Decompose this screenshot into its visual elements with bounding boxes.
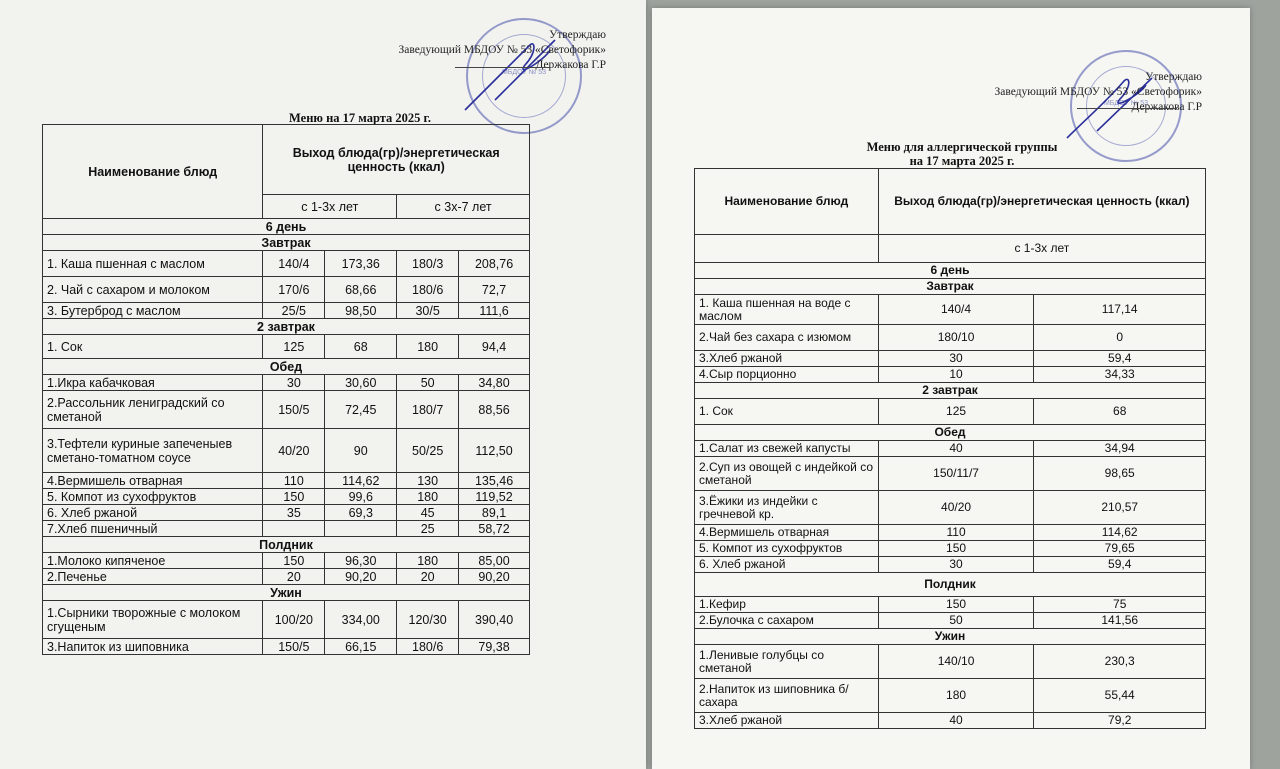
portion-age-1: 40/20 (878, 491, 1034, 525)
menu-title (802, 140, 1122, 168)
day-label: 6 день (695, 263, 1206, 279)
section-title: Ужин (43, 585, 530, 601)
portion-age-1: 40 (878, 713, 1034, 729)
table-row (43, 251, 530, 277)
dish-name: 1.Молоко кипяченое (43, 553, 263, 569)
section-row (43, 319, 530, 335)
portion-age-1: 150/5 (263, 639, 325, 655)
table-row (43, 505, 530, 521)
portion-age-2: 45 (397, 505, 459, 521)
energy-age-1: 98,50 (325, 303, 397, 319)
energy-age-2: 90,20 (459, 569, 530, 585)
menu-table (694, 168, 1206, 729)
energy-age-2: 72,7 (459, 277, 530, 303)
menu-table (42, 124, 530, 655)
table-row (695, 441, 1206, 457)
portion-age-1: 100/20 (263, 601, 325, 639)
table-row (695, 597, 1206, 613)
table-row (695, 541, 1206, 557)
portion-age-1: 180 (878, 679, 1034, 713)
header-dish: Наименование блюд (695, 169, 879, 235)
portion-age-2: 180 (397, 553, 459, 569)
dish-name: 2.Булочка с сахаром (695, 613, 879, 629)
energy-age-1: 98,65 (1034, 457, 1206, 491)
portion-age-1: 150/11/7 (878, 457, 1034, 491)
section-title: Полдник (43, 537, 530, 553)
dish-name: 3.Хлеб ржаной (695, 351, 879, 367)
energy-age-1: 68 (325, 335, 397, 359)
energy-age-1: 72,45 (325, 391, 397, 429)
energy-age-1: 68 (1034, 399, 1206, 425)
energy-age-1: 66,15 (325, 639, 397, 655)
table-row (695, 491, 1206, 525)
portion-age-1: 35 (263, 505, 325, 521)
portion-age-1: 10 (878, 367, 1034, 383)
dish-name: 5. Компот из сухофруктов (43, 489, 263, 505)
table-row (695, 645, 1206, 679)
dish-name: 2.Рассольник лениградский со сметаной (43, 391, 263, 429)
portion-age-1: 150 (878, 597, 1034, 613)
header-age-2: с 3х-7 лет (397, 195, 530, 219)
dish-name: 2.Печенье (43, 569, 263, 585)
energy-age-2: 119,52 (459, 489, 530, 505)
dish-name: 4.Вермишель отварная (695, 525, 879, 541)
section-row (43, 235, 530, 251)
dish-name: 1. Каша пшенная на воде с маслом (695, 295, 879, 325)
header-age-1: с 1-3х лет (878, 235, 1205, 263)
approval-head: Заведующий МБДОУ № 53 «Светофорик» (994, 86, 1202, 98)
portion-age-1: 40/20 (263, 429, 325, 473)
table-row (695, 679, 1206, 713)
dish-name: 6. Хлеб ржаной (43, 505, 263, 521)
portion-age-1: 140/4 (878, 295, 1034, 325)
menu-title-line-2: на 17 марта 2025 г. (909, 154, 1015, 168)
energy-age-1: 114,62 (1034, 525, 1206, 541)
portion-age-2: 50/25 (397, 429, 459, 473)
portion-age-1: 140/4 (263, 251, 325, 277)
table-row (43, 569, 530, 585)
signature-line (1077, 108, 1177, 109)
dish-name: 7.Хлеб пшеничный (43, 521, 263, 537)
energy-age-1: 96,30 (325, 553, 397, 569)
energy-age-1: 69,3 (325, 505, 397, 521)
header-output: Выход блюда(гр)/энергетическая ценность (ккал) (263, 125, 530, 195)
menu-sheet-allergy (652, 8, 1250, 769)
table-row (695, 351, 1206, 367)
portion-age-1: 150 (263, 489, 325, 505)
energy-age-2: 135,46 (459, 473, 530, 489)
energy-age-1: 75 (1034, 597, 1206, 613)
table-row (43, 391, 530, 429)
energy-age-1: 79,65 (1034, 541, 1206, 557)
portion-age-2: 25 (397, 521, 459, 537)
energy-age-1 (325, 521, 397, 537)
portion-age-1: 125 (263, 335, 325, 359)
menu-title-line-1: Меню для аллергической группы (866, 140, 1058, 154)
dish-name: 1.Ленивые голубцы со сметаной (695, 645, 879, 679)
section-row (695, 279, 1206, 295)
portion-age-2: 130 (397, 473, 459, 489)
energy-age-1: 59,4 (1034, 351, 1206, 367)
dish-name: 1.Икра кабачковая (43, 375, 263, 391)
table-row (43, 639, 530, 655)
dish-name: 1.Кефир (695, 597, 879, 613)
table-row (43, 601, 530, 639)
section-title: Обед (695, 425, 1206, 441)
portion-age-1: 30 (878, 557, 1034, 573)
portion-age-1: 30 (263, 375, 325, 391)
energy-age-1: 30,60 (325, 375, 397, 391)
dish-name: 4.Вермишель отварная (43, 473, 263, 489)
energy-age-2: 88,56 (459, 391, 530, 429)
dish-name: 1.Салат из свежей капусты (695, 441, 879, 457)
energy-age-2: 79,38 (459, 639, 530, 655)
portion-age-2: 180/7 (397, 391, 459, 429)
portion-age-1: 30 (878, 351, 1034, 367)
energy-age-2: 89,1 (459, 505, 530, 521)
portion-age-2: 30/5 (397, 303, 459, 319)
energy-age-2: 94,4 (459, 335, 530, 359)
dish-name: 4.Сыр порционно (695, 367, 879, 383)
portion-age-1: 170/6 (263, 277, 325, 303)
portion-age-1: 180/10 (878, 325, 1034, 351)
section-row (695, 629, 1206, 645)
table-row (695, 325, 1206, 351)
energy-age-1: 99,6 (325, 489, 397, 505)
table-row (43, 375, 530, 391)
energy-age-1: 0 (1034, 325, 1206, 351)
portion-age-1 (263, 521, 325, 537)
header-age-1: с 1-3х лет (263, 195, 397, 219)
section-title: Завтрак (695, 279, 1206, 295)
section-title: Ужин (695, 629, 1206, 645)
energy-age-1: 173,36 (325, 251, 397, 277)
portion-age-2: 180 (397, 335, 459, 359)
day-label: 6 день (43, 219, 530, 235)
energy-age-1: 114,62 (325, 473, 397, 489)
signature-line (455, 67, 550, 68)
dish-name: 6. Хлеб ржаной (695, 557, 879, 573)
energy-age-2: 58,72 (459, 521, 530, 537)
dish-name: 1.Сырники творожные с молоком сгущеным (43, 601, 263, 639)
dish-name: 3. Бутерброд с маслом (43, 303, 263, 319)
section-row (43, 537, 530, 553)
section-title: 2 завтрак (695, 383, 1206, 399)
energy-age-2: 34,80 (459, 375, 530, 391)
energy-age-1: 79,2 (1034, 713, 1206, 729)
portion-age-1: 40 (878, 441, 1034, 457)
approval-head: Заведующий МБДОУ № 53 «Светофорик» (398, 44, 606, 56)
table-row (43, 277, 530, 303)
energy-age-2: 208,76 (459, 251, 530, 277)
table-row (43, 335, 530, 359)
portion-age-1: 150 (263, 553, 325, 569)
energy-age-1: 90,20 (325, 569, 397, 585)
table-row (695, 525, 1206, 541)
table-row (43, 489, 530, 505)
portion-age-1: 150/5 (263, 391, 325, 429)
portion-age-1: 125 (878, 399, 1034, 425)
energy-age-2: 85,00 (459, 553, 530, 569)
approval-title: Утверждаю (549, 29, 606, 41)
section-title: Завтрак (43, 235, 530, 251)
dish-name: 2.Чай без сахара с изюмом (695, 325, 879, 351)
portion-age-1: 150 (878, 541, 1034, 557)
header-dish: Наименование блюд (43, 125, 263, 219)
approval-name: Держакова Г.Р (535, 59, 606, 71)
portion-age-1: 140/10 (878, 645, 1034, 679)
portion-age-1: 20 (263, 569, 325, 585)
dish-name: 2.Напиток из шиповника б/сахара (695, 679, 879, 713)
portion-age-2: 50 (397, 375, 459, 391)
portion-age-2: 180/6 (397, 277, 459, 303)
dish-name: 3.Напиток из шиповника (43, 639, 263, 655)
dish-name: 2.Суп из овощей с индейкой со сметаной (695, 457, 879, 491)
menu-title: Меню на 17 марта 2025 г. (289, 111, 431, 125)
stamp-icon: МБДОУ № 53 (466, 18, 582, 134)
portion-age-2: 20 (397, 569, 459, 585)
energy-age-2: 112,50 (459, 429, 530, 473)
portion-age-1: 110 (878, 525, 1034, 541)
energy-age-1: 230,3 (1034, 645, 1206, 679)
table-row (695, 613, 1206, 629)
dish-name: 3.Ёжики из индейки с гречневой кр. (695, 491, 879, 525)
approval-name: Держакова Г.Р (1131, 101, 1202, 113)
energy-age-2: 390,40 (459, 601, 530, 639)
energy-age-1: 334,00 (325, 601, 397, 639)
energy-age-1: 90 (325, 429, 397, 473)
energy-age-1: 68,66 (325, 277, 397, 303)
dish-name: 1. Сок (43, 335, 263, 359)
table-row (43, 429, 530, 473)
section-row (43, 359, 530, 375)
portion-age-2: 180/3 (397, 251, 459, 277)
table-row (695, 713, 1206, 729)
section-row (695, 573, 1206, 597)
approval-title: Утверждаю (1145, 71, 1202, 83)
stamp-icon: МБДОУ № 53 (1070, 50, 1182, 162)
portion-age-2: 180/6 (397, 639, 459, 655)
energy-age-1: 141,56 (1034, 613, 1206, 629)
portion-age-2: 120/30 (397, 601, 459, 639)
table-row (695, 399, 1206, 425)
portion-age-1: 50 (878, 613, 1034, 629)
energy-age-1: 55,44 (1034, 679, 1206, 713)
section-title: Полдник (695, 573, 1206, 597)
dish-name: 3.Хлеб ржаной (695, 713, 879, 729)
table-row (43, 303, 530, 319)
table-row (43, 553, 530, 569)
table-row (695, 457, 1206, 491)
section-row (695, 425, 1206, 441)
dish-name: 1. Каша пшенная с маслом (43, 251, 263, 277)
section-title: 2 завтрак (43, 319, 530, 335)
portion-age-2: 180 (397, 489, 459, 505)
section-title: Обед (43, 359, 530, 375)
dish-name: 5. Компот из сухофруктов (695, 541, 879, 557)
table-row (695, 295, 1206, 325)
section-row (43, 585, 530, 601)
energy-age-2: 111,6 (459, 303, 530, 319)
table-row (695, 367, 1206, 383)
header-output: Выход блюда(гр)/энергетическая ценность (ккал) (878, 169, 1205, 235)
energy-age-1: 34,94 (1034, 441, 1206, 457)
dish-name: 3.Тефтели куриные запеченыев сметано-томатном соусе (43, 429, 263, 473)
energy-age-1: 210,57 (1034, 491, 1206, 525)
dish-name: 1. Сок (695, 399, 879, 425)
dish-name: 2. Чай с сахаром и молоком (43, 277, 263, 303)
portion-age-1: 110 (263, 473, 325, 489)
table-row (43, 521, 530, 537)
energy-age-1: 117,14 (1034, 295, 1206, 325)
section-row (695, 383, 1206, 399)
table-row (43, 473, 530, 489)
portion-age-1: 25/5 (263, 303, 325, 319)
table-row (695, 557, 1206, 573)
energy-age-1: 34,33 (1034, 367, 1206, 383)
energy-age-1: 59,4 (1034, 557, 1206, 573)
